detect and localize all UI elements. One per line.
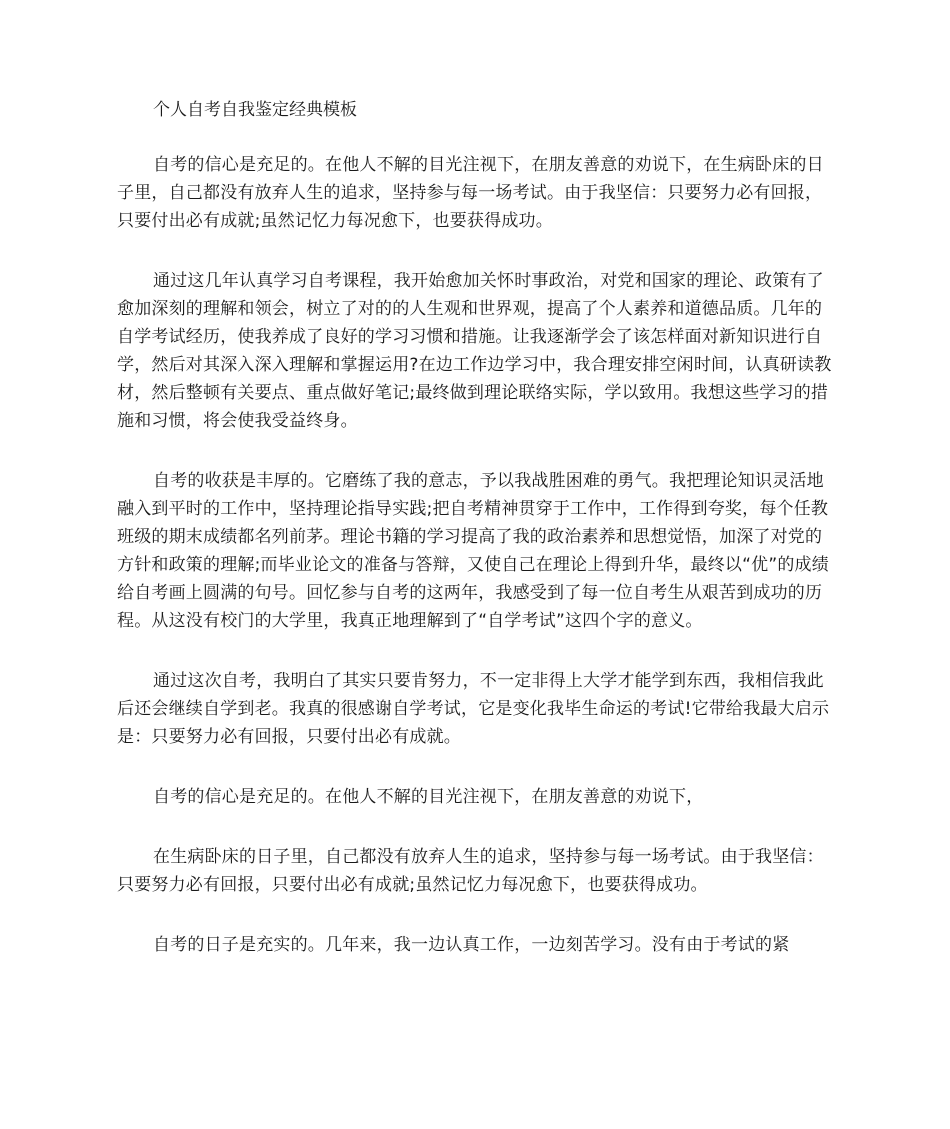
document-body [117, 96, 833, 959]
paragraph-confidence-repeat: 自考的信心是充足的。在他人不解的目光注视下，在朋友善意的劝说下， [153, 787, 704, 807]
document-title: 个人自考自我鉴定经典模板 [153, 100, 357, 120]
paragraph-confidence: 自考的信心是充足的。在他人不解的目光注视下，在朋友善意的劝说下，在生病卧床的日子里，自己都没有放弃人生的追求，坚持参与每一场考试。由于我坚信：只要努力必有回报，只要付出必有成就;虽然记忆力每况愈下，也要获得成功。 [117, 155, 824, 231]
paragraph-gratitude: 通过这次自考，我明白了其实只要肯努力，不一定非得上大学才能学到东西，我相信我此后还会继续自学到老。我真的很感谢自学考试，它是变化我毕生命运的考试!它带给我最大启示是：只要努力必有回报，只要付出必有成就。 [117, 671, 830, 747]
paragraph-study-habits: 通过这几年认真学习自考课程，我开始愈加关怀时事政治，对党和国家的理论、政策有了愈加深刻的理解和领会，树立了对的的人生观和世界观，提高了个人素养和道德品质。几年的自学考试经历，使我养成了良好的学习习惯和措施。让我逐渐学会了该怎样面对新知识进行自学，然后对其深入深入理解和掌握运用?在边工作边学习中，我合理安排空闲时间，认真研读教材，然后整顿有关要点、重点做好笔记;最终做到理论联络实际，学以致用。我想这些学习的措施和习惯，将会使我受益终身。 [117, 271, 832, 431]
paragraph-harvest: 自考的收获是丰厚的。它磨练了我的意志，予以我战胜困难的勇气。我把理论知识灵活地融入到平时的工作中，坚持理论指导实践;把自考精神贯穿于工作中，工作得到夸奖，每个任教班级的期末成绩都名列前茅。理论书籍的学习提高了我的政治素养和思想觉悟，加深了对党的方针和政策的理解;而毕业论文的准备与答辩，又使自己在理论上得到升华，最终以“优”的成绩给自考画上圆满的句号。回忆参与自考的这两年，我感受到了每一位自考生从艰苦到成功的历程。从这没有校门的大学里，我真正地理解到了“自学考试”这四个字的意义。 [117, 471, 829, 631]
paragraph-fulfilling-days: 自考的日子是充实的。几年来，我一边认真工作，一边刻苦学习。没有由于考试的紧 [153, 935, 790, 955]
paragraph-illness: 在生病卧床的日子里，自己都没有放弃人生的追求，坚持参与每一场考试。由于我坚信：只要努力必有回报，只要付出必有成就;虽然记忆力每况愈下，也要获得成功。 [117, 847, 824, 895]
